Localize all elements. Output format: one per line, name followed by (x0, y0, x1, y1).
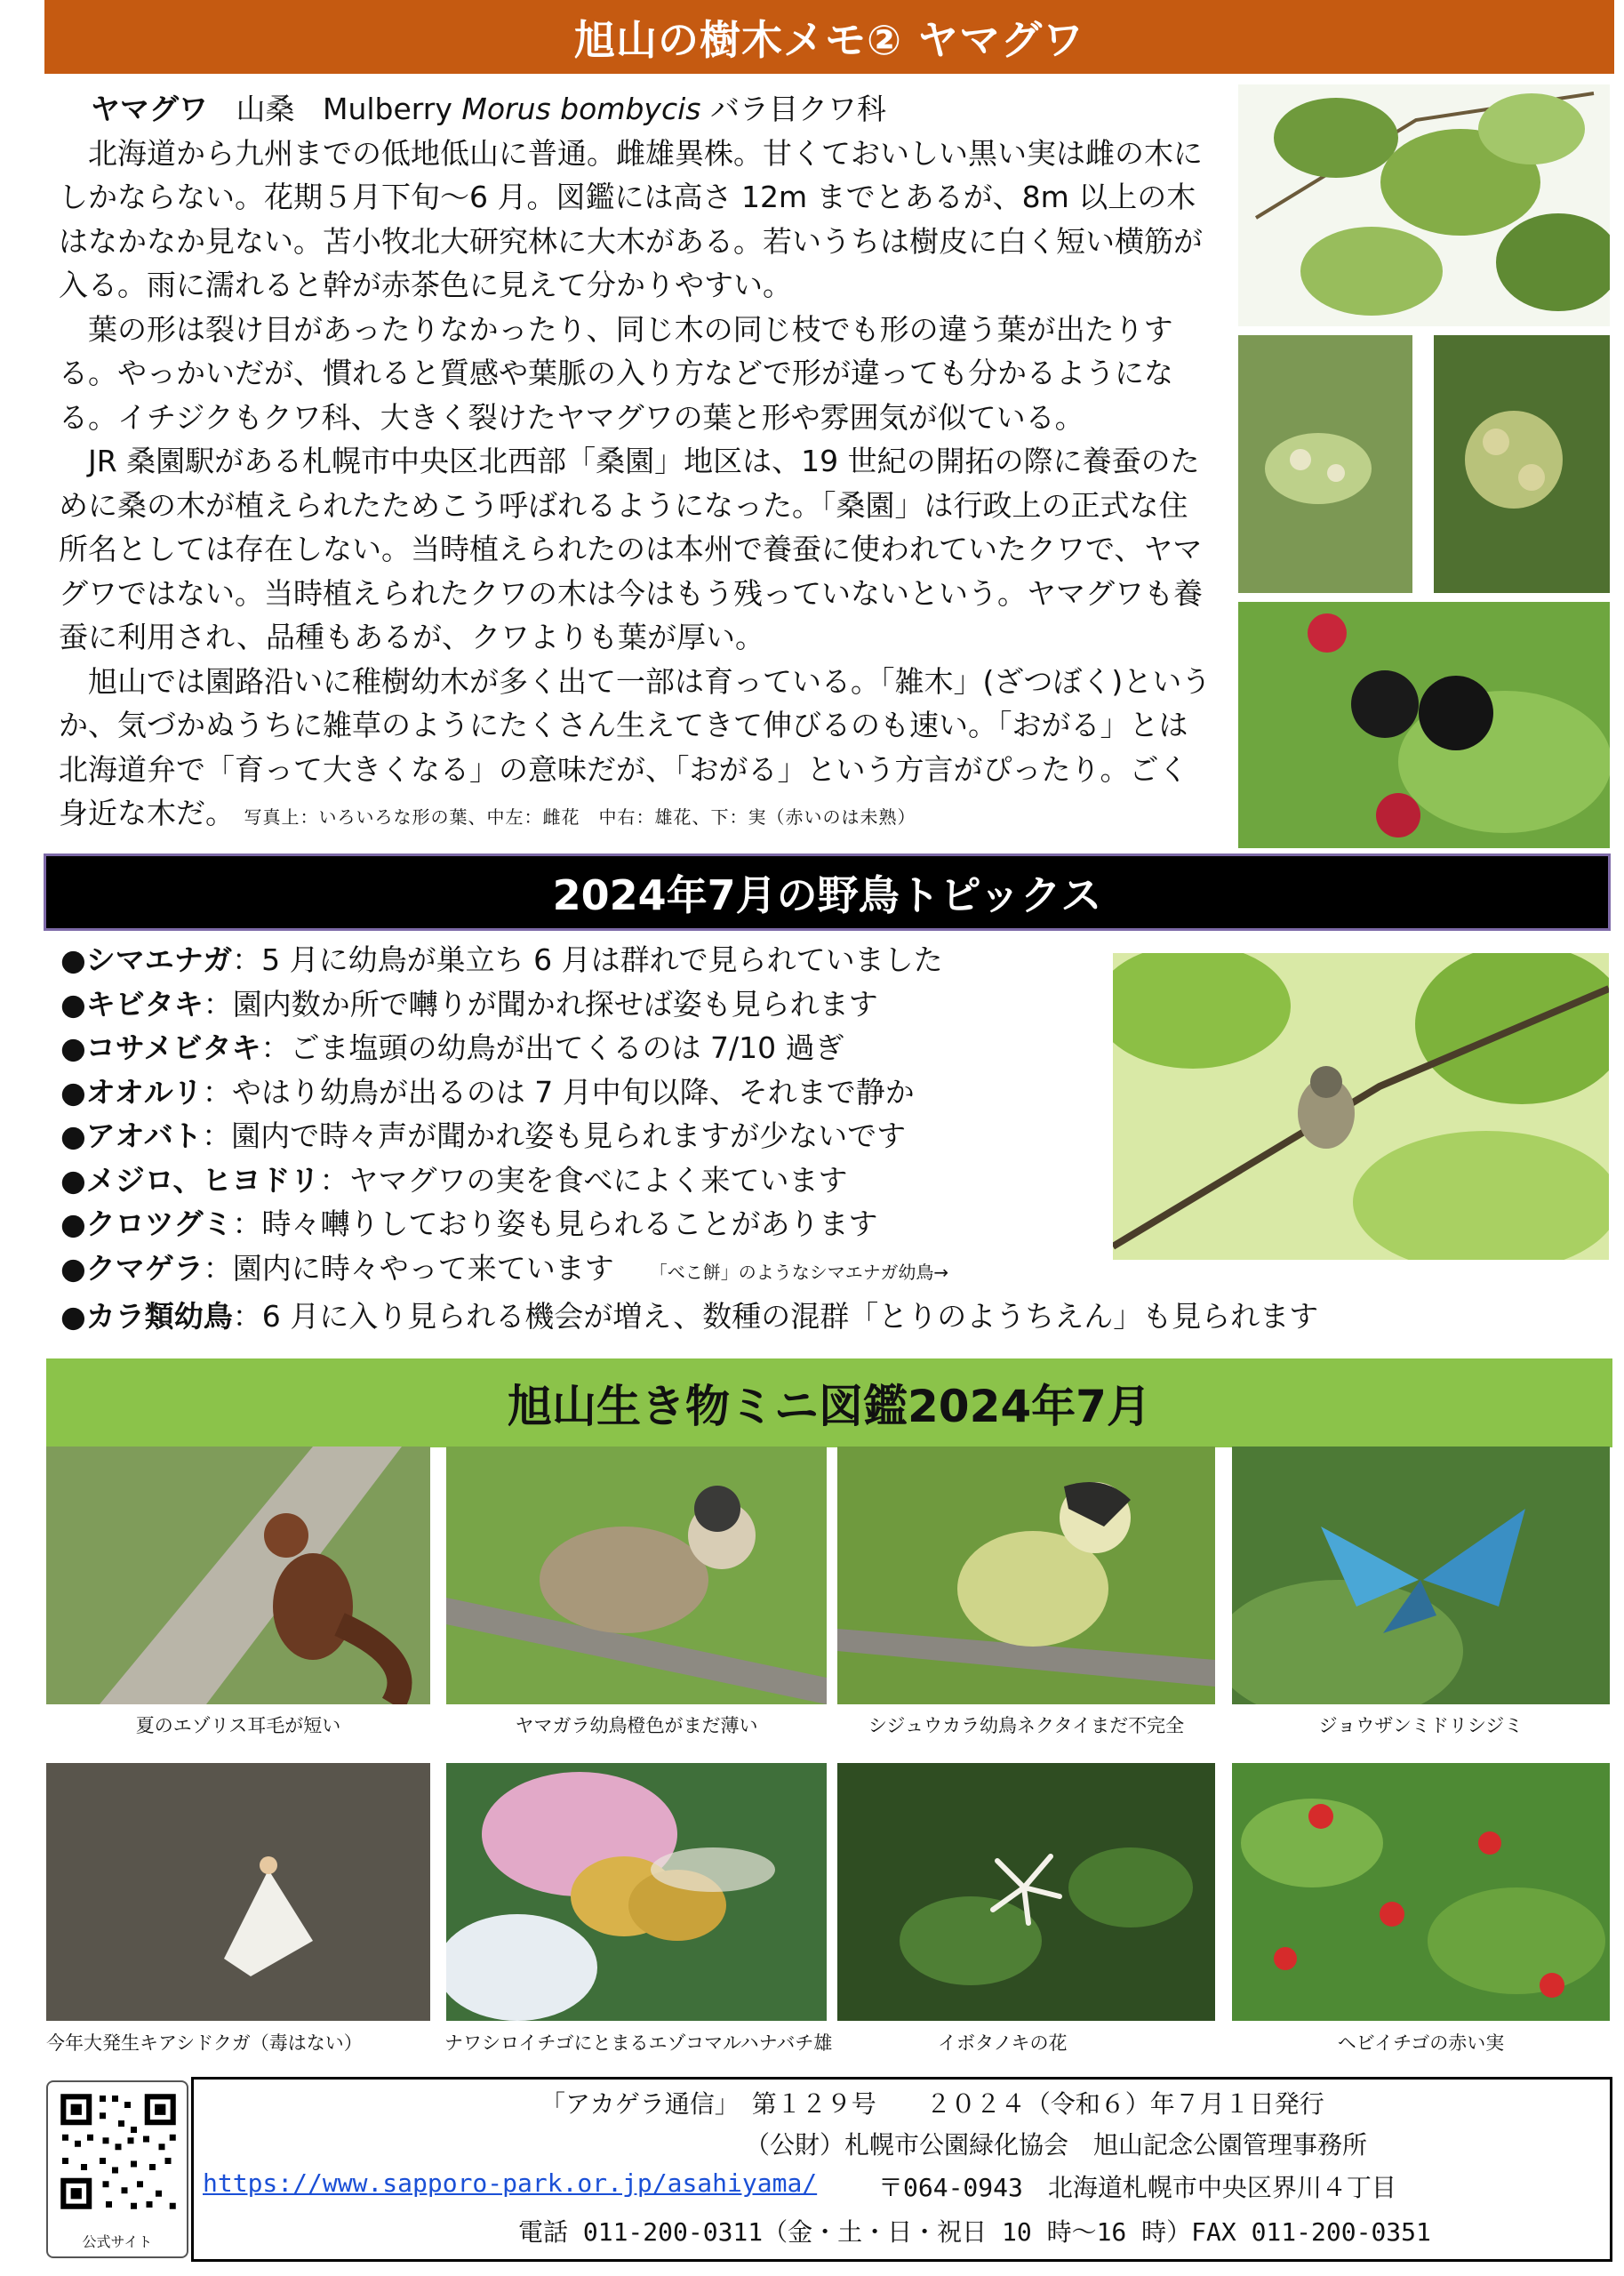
photo-caption: 今年大発生キアシドクガ（毒はない） (46, 2032, 363, 2054)
bird-note: ：園内に時々やって来ています (203, 1250, 614, 1286)
varied-tit-fledgling-photo (446, 1447, 827, 1704)
website-link[interactable]: https://www.sapporo-park.or.jp/asahiyama/ (203, 2168, 818, 2198)
species-latin: Morus bombycis (461, 92, 701, 126)
tree-paragraph-2: 葉の形は裂け目があったりなかったり、同じ木の同じ枝でも形の違う葉が出たりする。やっかいだが、慣れると質感や葉脈の入り方などで形が違っても分かるようになる。イチジクもクワ科、大きく裂けたヤマグワの葉と形や雰囲気が似ている。 (59, 311, 1173, 435)
section-title: 旭山の樹木メモ② ヤマグワ (574, 15, 1084, 64)
privet-flower-photo (837, 1763, 1215, 2021)
photo-caption: ナワシロイチゴにとまるエゾコマルハナバチ雄 (444, 2032, 833, 2054)
mulberry-fruit-photo (1238, 602, 1610, 848)
photo-caption: 夏のエゾリス耳毛が短い (135, 1715, 341, 1736)
issue-line: 「アカゲラ通信」 第１２９号 ２０２４（令和６）年７月１日発行 (540, 2089, 1324, 2119)
qr-label: 公式サイト (82, 2233, 153, 2250)
address-line: 〒064-0943 北海道札幌市中央区界川４丁目 (878, 2173, 1396, 2202)
species-lead (59, 87, 1214, 132)
photo-caption: イボタノキの花 (938, 2032, 1068, 2054)
bird-note: ：時々囀りしており姿も見られることがあります (232, 1206, 878, 1241)
bird-name: ●メジロ、ヒヨドリ (60, 1162, 320, 1198)
section-title: 2024年7月の野鳥トピックス (552, 870, 1102, 919)
bird-photo-caption: 「べこ餅」のようなシマエナガ幼鳥→ (649, 1261, 949, 1283)
qr-code[interactable] (46, 2080, 188, 2258)
mock-strawberry-photo (1232, 1763, 1610, 2021)
bird-name: ●クロツグミ (60, 1206, 233, 1241)
photo-caption: ヘビイチゴの赤い実 (1337, 2032, 1505, 2054)
section-title: 旭山生き物ミニ図鑑2024年7月 (508, 1381, 1151, 1432)
mulberry-female-flower-photo (1238, 335, 1412, 593)
species-english: Mulberry (322, 92, 452, 126)
tree-paragraph-1: 北海道から九州までの低地低山に普通。雌雄異株。甘くておいしい黒い実は雌の木にしかならない。花期５月下旬～6 月。図鑑には高さ 12m までとあるが、8m 以上の木はなかなか見ない。苫小牧北大研究林に大木がある。若いうちは樹皮に白く短い横筋が入る。雨に濡れると幹が赤茶色に見えて分かりやすい。 (59, 135, 1203, 302)
bird-note: ：5 月に幼鳥が巣立ち 6 月は群れで見られていました (232, 942, 943, 977)
great-tit-fledgling-photo (837, 1447, 1215, 1704)
photo-caption: ヤマガラ幼鳥橙色がまだ薄い (515, 1715, 758, 1736)
photo-caption: ジョウザンミドリシジミ (1318, 1715, 1524, 1736)
list-item (60, 1294, 1572, 1339)
tree-paragraph-4 (59, 660, 1214, 840)
bird-note: ：やはり幼鳥が出るのは 7 月中旬以降、それまで静か (202, 1074, 915, 1110)
bird-note: ：ごま塩頭の幼鳥が出てくるのは 7/10 過ぎ (260, 1030, 844, 1065)
species-kanji: 山桑 (236, 92, 295, 126)
bird-name: ●オオルリ (60, 1074, 203, 1110)
bird-note: ：園内で時々声が聞かれ姿も見られますが少ないです (202, 1118, 907, 1153)
section-header-mini-guide (46, 1358, 1612, 1447)
publisher-line: （公財）札幌市公園緑化協会 旭山記念公園管理事務所 (745, 2130, 1368, 2160)
mulberry-leaves-photo (1238, 84, 1610, 326)
shimaenaga-fledgling-photo (1113, 953, 1609, 1260)
bird-note: ：ヤマグワの実を食べによく来ています (319, 1162, 848, 1198)
bird-name: ●シマエナガ (60, 942, 233, 977)
bumblebee-photo (446, 1763, 827, 2021)
section-header-tree-memo (44, 0, 1614, 74)
bird-note: ：6 月に入り見られる機会が増え、数種の混群「とりのようちえん」も見られます (232, 1299, 1319, 1334)
tree-paragraph-4-text: 旭山では園路沿いに稚樹幼木が多く出て一部は育っている。「雑木」(ざつぼく)というか、気づかぬうちに雑草のようにたくさん生えてきて伸びるのも速い。「おがる」とは北海道弁で「育って大きくなる」の意味だが、「おがる」という方言がぴったり。ごく身近な木だ。 (59, 663, 1212, 830)
bird-name: ●アオバト (60, 1118, 203, 1153)
phone-line: 電話 011-200-0311（金・土・日・祝日 10 時～16 時）FAX 011-200-0351 (518, 2217, 1431, 2247)
tree-paragraph-3: JR 桑園駅がある札幌市中央区北西部「桑園」地区は、19 世紀の開拓の際に養蚕のために桑の木が植えられたためこう呼ばれるようになった。「桑園」は行政上の正式な住所名としては存在しない。当時植えられたのは本州で養蚕に使われていたクワで、ヤマグワではない。当時植えられたクワの木は今はもう残っていないという。ヤマグワも養蚕に利用され、品種もあるが、クワよりも葉が厚い。 (59, 444, 1203, 654)
bird-note: ：園内数か所で囀りが聞かれ探せば姿も見られます (203, 986, 878, 1022)
bird-name: ●コサメビタキ (60, 1030, 261, 1065)
bird-name: ●キビタキ (60, 986, 204, 1022)
tree-memo-body (59, 87, 1214, 840)
bird-name: ●カラ類幼鳥 (60, 1299, 233, 1334)
species-name: ヤマグワ (91, 92, 208, 126)
section-header-bird-topics (46, 856, 1608, 928)
photo-caption: シジュウカラ幼鳥ネクタイまだ不完全 (868, 1715, 1185, 1736)
squirrel-photo (46, 1447, 430, 1704)
bird-name: ●クマゲラ (60, 1250, 204, 1286)
footer-box (191, 2077, 1612, 2262)
butterfly-photo (1232, 1447, 1610, 1704)
qr-code-icon (56, 2089, 180, 2214)
mulberry-male-flower-photo (1434, 335, 1610, 593)
tree-photo-caption: 写真上：いろいろな形の葉、中左：雌花 中右：雄花、下：実（赤いのは未熟） (244, 806, 916, 828)
species-family: バラ目クワ科 (709, 92, 886, 126)
moth-photo (46, 1763, 430, 2021)
